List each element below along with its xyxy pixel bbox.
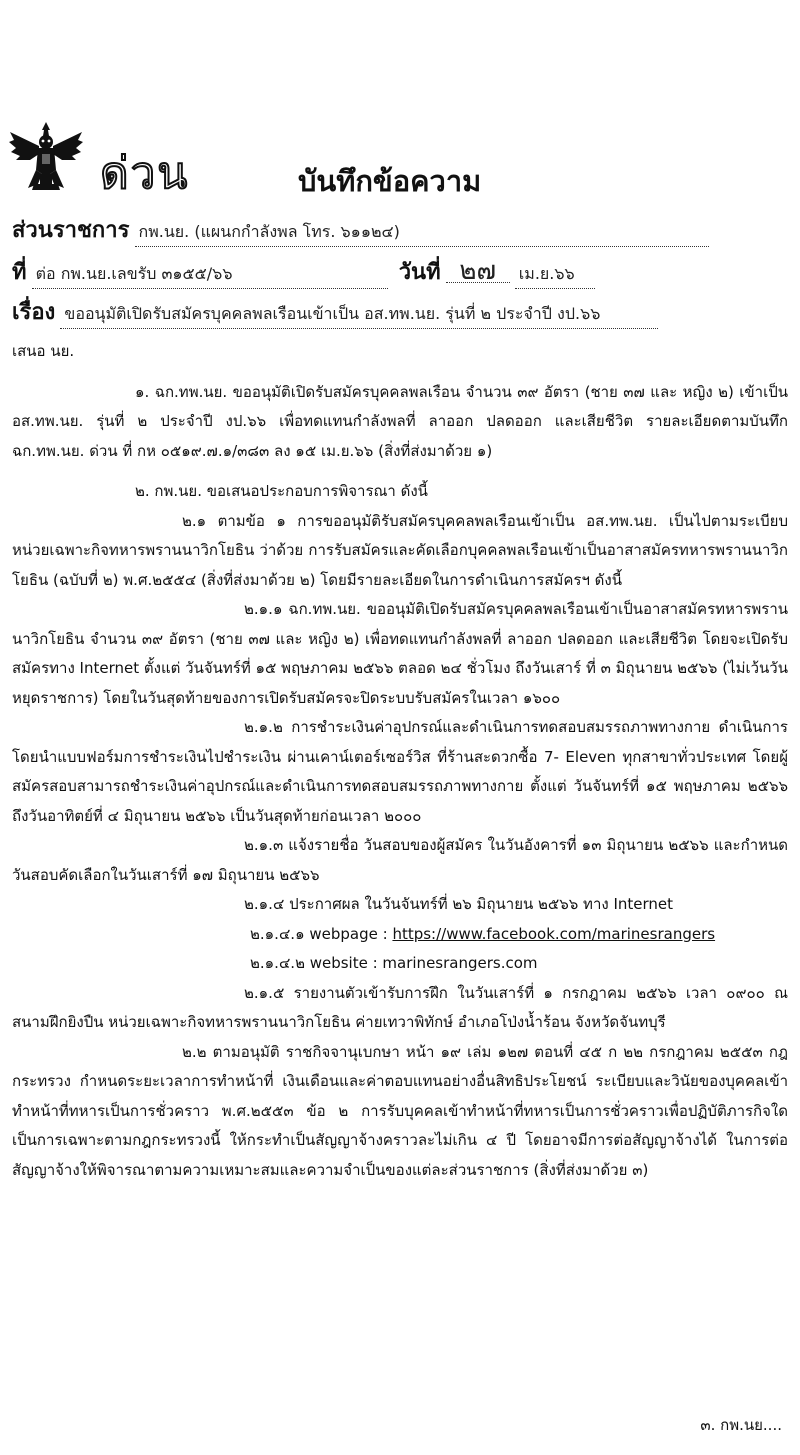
paragraph-2-1-4: ๒.๑.๔ ประกาศผล ในวันจันทร์ที่ ๒๖ มิถุนายน ๒๕๖๖ ทาง Internet <box>244 895 674 913</box>
continuation-reference: ๓. กพ.นย.... <box>700 1416 782 1434</box>
paragraph-2-2: ๒.๒ ตามอนุมัติ ราชกิจจานุเบกษา หน้า ๑๙ เล่ม ๑๒๗ ตอนที่ ๔๕ ก ๒๒ กรกฎาคม ๒๕๕๓ กฎกระทรวง กำหนดระยะเวลาการทำหน้าที่ เงินเดือนและค่าตอบแทนอย่างอื่นสิทธิประโยชน์ ระเบียบและวินัยของบุคคลเข้าทำหน้าที่ทหารเป็นการชั่วคราว พ.ศ.๒๕๕๓ ข้อ ๒ การรับบุคคลเข้าทำหน้าที่ทหารเป็นการชั่วคราวเพื่อปฏิบัติภารกิจใดเป็นการเฉพาะตามกฎกระทรวงนี้ ให้กระทำเป็นสัญญาจ้างคราวละไม่เกิน ๔ ปี โดยอาจมีการต่อสัญญาจ้างได้ ในการต่อสัญญาจ้างให้พิจารณาตามความเหมาะสมและความจำเป็นของแต่ละส่วนราชการ (สิ่งที่ส่งมาด้วย ๓) <box>12 1042 788 1179</box>
paragraph-2-1-2: ๒.๑.๒ การชำระเงินค่าอุปกรณ์และดำเนินการทดสอบสมรรถภาพทางกาย ดำเนินการโดยนำแบบฟอร์มการชำระเงินไปชำระเงิน ผ่านเคาน์เตอร์เซอร์วิส ที่ร้านสะดวกซื้อ 7- Eleven ทุกสาขาทั่วประเทศ โดยผู้สมัครสอบสามารถชำระเงินค่าอุปกรณ์และดำเนินการทดสอบสมรรถภาพทางกาย ตั้งแต่ วันจันทร์ที่ ๑๕ พฤษภาคม ๒๕๖๖ ถึงวันอาทิตย์ที่ ๔ มิถุนายน ๒๕๖๖ เป็นวันสุดท้ายก่อนเวลา ๒๐๐๐ <box>12 718 788 825</box>
subject-value: ขออนุมัติเปิดรับสมัครบุคคลพลเรือนเข้าเป็น อส.ทพ.นย. รุ่นที่ ๒ ประจำปี งป.๖๖ <box>60 302 658 329</box>
facebook-link[interactable]: https://www.facebook.com/marinesrangers <box>392 924 716 943</box>
paragraph-2-1-4-1 <box>12 920 788 950</box>
paragraph-2: ๒. กพ.นย. ขอเสนอประกอบการพิจารณา ดังนี้ <box>135 482 428 500</box>
urgent-stamp: ด่วน <box>100 148 190 199</box>
subject-label: เรื่อง <box>12 300 56 325</box>
department-value: กพ.นย. (แผนกกำลังพล โทร. ๖๑๑๒๔) <box>135 220 709 247</box>
date-month-value: เม.ย.๖๖ <box>515 262 595 289</box>
doc-date-row <box>12 254 595 289</box>
date-day-value: ๒๗ <box>446 260 510 283</box>
memo-body <box>12 337 788 1185</box>
garuda-emblem-icon <box>8 118 84 194</box>
doc-number-label: ที่ <box>12 260 27 285</box>
paragraph-1: ๑. ฉก.ทพ.นย. ขออนุมัติเปิดรับสมัครบุคคลพลเรือน จำนวน ๓๙ อัตรา (ชาย ๓๗ และ หญิง ๒) เข้าเป็น อส.ทพ.นย. รุ่นที่ ๒ ประจำปี งป.๖๖ เพื่อทดแทนกำลังพลที่ ลาออก ปลดออก และเสียชีวิต รายละเอียดตามบันทึก ฉก.ทพ.นย. ด่วน ที่ กห ๐๕๑๙.๗.๑/๓๘๓ ลง ๑๕ เม.ย.๖๖ (สิ่งที่ส่งมาด้วย ๑) <box>12 382 788 460</box>
department-label: ส่วนราชการ <box>12 218 130 243</box>
paragraph-2-1-3: ๒.๑.๓ แจ้งรายชื่อ วันสอบของผู้สมัคร ในวันอังคารที่ ๑๓ มิถุนายน ๒๕๖๖ และกำหนดวันสอบคัดเลือกในวันเสาร์ที่ ๑๗ มิถุนายน ๒๕๖๖ <box>12 836 788 884</box>
addressee: เสนอ นย. <box>12 342 75 360</box>
memo-title: บันทึกข้อความ <box>298 164 482 198</box>
subject-row <box>12 294 658 329</box>
department-row <box>12 212 709 247</box>
doc-number-value: ต่อ กพ.นย.เลขรับ ๓๑๕๕/๖๖ <box>32 262 388 289</box>
paragraph-2-1-5: ๒.๑.๕ รายงานตัวเข้ารับการฝึก ในวันเสาร์ที่ ๑ กรกฎาคม ๒๕๖๖ เวลา ๐๙๐๐ ณ สนามฝึกยิงปืน หน่วยเฉพาะกิจทหารพรานนาวิกโยธิน ค่ายเทวาพิทักษ์ อำเภอโป่งน้ำร้อน จังหวัดจันทบุรี <box>12 983 788 1031</box>
paragraph-2-1-1: ๒.๑.๑ ฉก.ทพ.นย. ขออนุมัติเปิดรับสมัครบุคคลพลเรือนเข้าเป็นอาสาสมัครทหารพรานนาวิกโยธิน จำนวน ๓๙ อัตรา (ชาย ๓๗ และ หญิง ๒) เพื่อทดแทนกำลังพลที่ ลาออก ปลดออก และเสียชีวิต โดยจะเปิดรับสมัครทาง Internet ตั้งแต่ วันจันทร์ที่ ๑๕ พฤษภาคม ๒๕๖๖ ตลอด ๒๔ ชั่วโมง ถึงวันเสาร์ ที่ ๓ มิถุนายน ๒๕๖๖ (ไม่เว้นวันหยุดราชการ) โดยในวันสุดท้ายของการเปิดรับสมัครจะปิดระบบรับสมัครในเวลา ๑๖๐๐ <box>12 600 788 707</box>
paragraph-2-1: ๒.๑ ตามข้อ ๑ การขออนุมัติรับสมัครบุคคลพลเรือนเข้าเป็น อส.ทพ.นย. เป็นไปตามระเบียบ หน่วยเฉพาะกิจทหารพรานนาวิกโยธิน ว่าด้วย การรับสมัครและคัดเลือกบุคคลพลเรือนเข้าเป็นอาสาสมัครทหารพรานนาวิกโยธิน (ฉบับที่ ๒) พ.ศ.๒๕๕๔ (สิ่งที่ส่งมาด้วย ๒) โดยมีรายละเอียดในการดำเนินการสมัครฯ ดังนี้ <box>12 511 788 589</box>
date-label: วันที่ <box>398 260 441 285</box>
paragraph-2-1-4-2: ๒.๑.๔.๒ website : marinesrangers.com <box>250 954 538 972</box>
webpage-label: ๒.๑.๔.๑ webpage : <box>250 924 393 943</box>
